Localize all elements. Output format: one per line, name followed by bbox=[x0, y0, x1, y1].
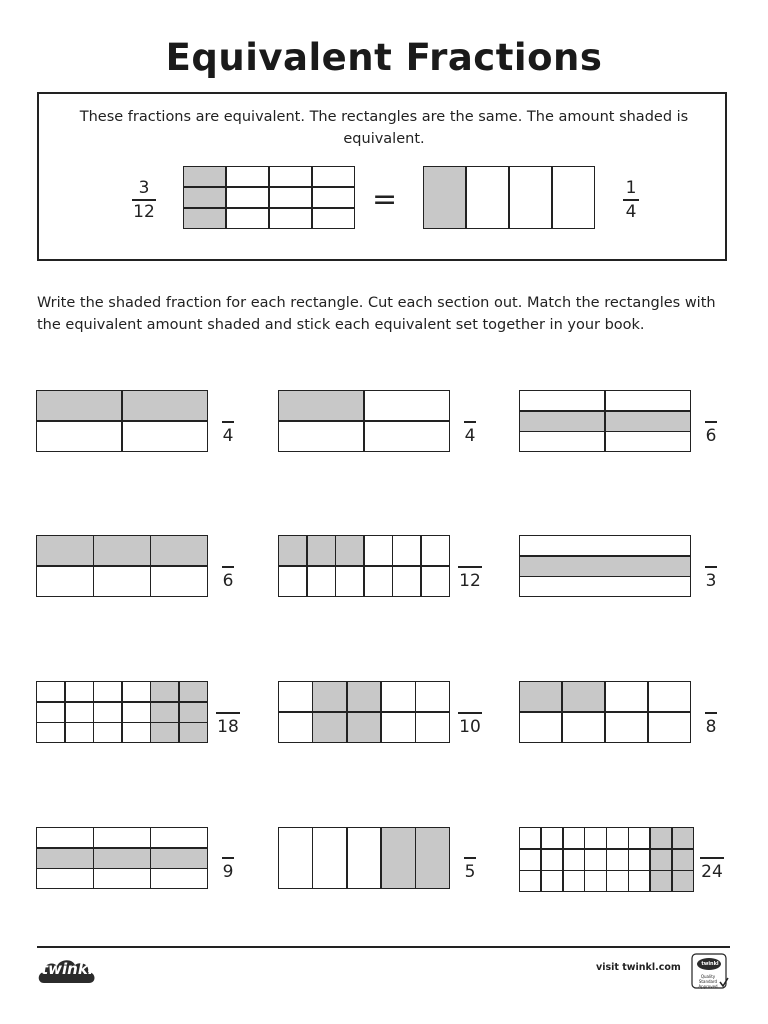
rectangle-10 bbox=[36, 827, 208, 889]
answer-12 bbox=[697, 857, 727, 882]
denominator-11: 5 bbox=[464, 861, 476, 882]
rectangle-2 bbox=[278, 390, 450, 452]
answer-1 bbox=[211, 421, 245, 446]
answer-7 bbox=[211, 712, 245, 737]
denominator-4: 6 bbox=[222, 570, 234, 591]
rectangle-1 bbox=[36, 390, 208, 452]
denominator-2: 4 bbox=[464, 425, 476, 446]
example-box bbox=[37, 92, 727, 261]
rectangle-8 bbox=[278, 681, 450, 743]
instructions: Write the shaded fraction for each rectangle. Cut each section out. Match the rectangles with the equivalent amount shaded and stick each equivalent set together in your book. bbox=[37, 295, 716, 333]
rectangle-11 bbox=[278, 827, 450, 889]
answer-5 bbox=[453, 566, 487, 591]
rectangle-7 bbox=[36, 681, 208, 743]
example-right-denominator: 4 bbox=[625, 201, 637, 222]
example-quarters-rectangle bbox=[423, 166, 595, 229]
rectangle-12 bbox=[519, 827, 694, 892]
denominator-10: 9 bbox=[222, 861, 234, 882]
logo-text: twinkl bbox=[41, 960, 93, 978]
denominator-9: 8 bbox=[705, 716, 717, 737]
equals-sign: = bbox=[372, 182, 398, 217]
example-text: These fractions are equivalent. The rectangles are the same. The amount shaded is equivalent. bbox=[79, 109, 689, 147]
badge-bottom-text: Quality Standard Approved bbox=[698, 974, 718, 989]
denominator-12: 24 bbox=[701, 861, 723, 882]
denominator-8: 10 bbox=[459, 716, 481, 737]
denominator-1: 4 bbox=[222, 425, 234, 446]
example-right-fraction bbox=[619, 178, 643, 222]
denominator-3: 6 bbox=[705, 425, 717, 446]
footer-divider bbox=[37, 946, 730, 948]
answer-2 bbox=[453, 421, 487, 446]
visit-link[interactable]: visit twinkl.com bbox=[596, 962, 681, 973]
rectangle-9 bbox=[519, 681, 691, 743]
answer-10 bbox=[211, 857, 245, 882]
twinkl-logo[interactable] bbox=[36, 955, 98, 989]
answer-8 bbox=[453, 712, 487, 737]
answer-11 bbox=[453, 857, 487, 882]
badge-top-text: twinkl bbox=[701, 961, 719, 967]
denominator-5: 12 bbox=[459, 570, 481, 591]
answer-6 bbox=[694, 566, 728, 591]
rectangle-5 bbox=[278, 535, 450, 597]
rectangle-3 bbox=[519, 390, 691, 452]
answer-9 bbox=[694, 712, 728, 737]
denominator-6: 3 bbox=[705, 570, 717, 591]
answer-3 bbox=[694, 421, 728, 446]
denominator-7: 18 bbox=[217, 716, 239, 737]
example-left-numerator: 3 bbox=[138, 178, 150, 198]
rectangle-6 bbox=[519, 535, 691, 597]
quality-badge bbox=[690, 952, 730, 992]
example-left-fraction bbox=[129, 178, 159, 222]
example-right-numerator: 1 bbox=[625, 178, 637, 198]
example-twelfths-rectangle bbox=[183, 166, 355, 229]
example-left-denominator: 12 bbox=[133, 201, 155, 222]
answer-4 bbox=[211, 566, 245, 591]
page-title: Equivalent Fractions bbox=[165, 36, 603, 79]
rectangle-4 bbox=[36, 535, 208, 597]
